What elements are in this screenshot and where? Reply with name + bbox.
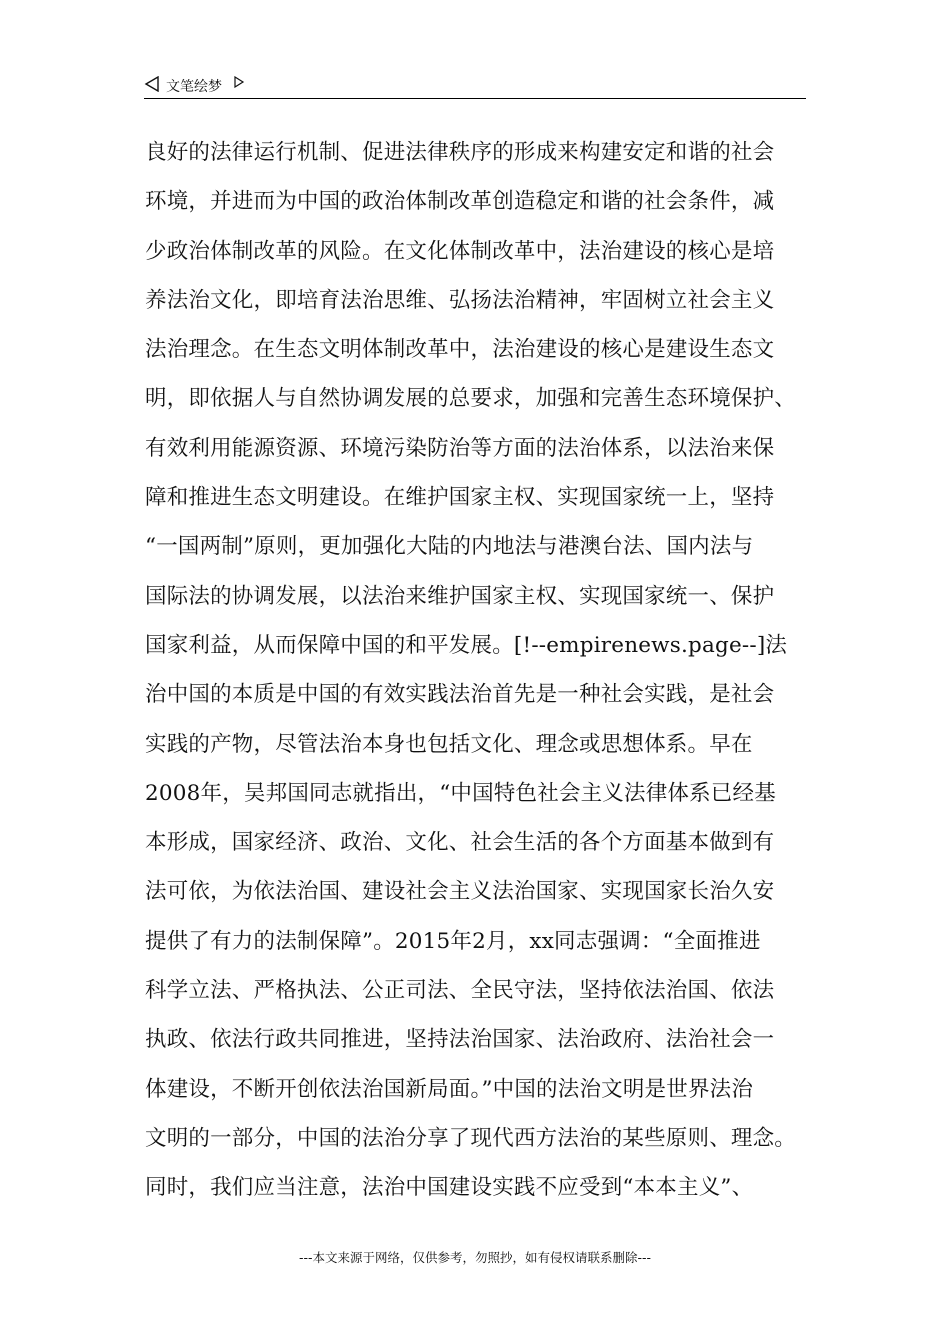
footer-notice: ---本文来源于网络，仅供参考，勿照抄，如有侵权请联系删除--- [298, 1250, 652, 1265]
text-line: 有效利用能源资源、环境污染防治等方面的法治体系，以法治来保 [145, 435, 775, 461]
text-line: 同时，我们应当注意，法治中国建设实践不应受到“本本主义”、 [145, 1175, 754, 1201]
triangle-right-icon [233, 76, 245, 88]
text-line: “一国两制”原则，更加强化大陆的内地法与港澳台法、国内法与 [145, 534, 754, 560]
text-line: 环境，并进而为中国的政治体制改革创造稳定和谐的社会条件，减 [145, 189, 775, 215]
triangle-left-icon [144, 76, 160, 92]
text-line: 本形成，国家经济、政治、文化、社会生活的各个方面基本做到有 [145, 830, 775, 856]
page-header [144, 74, 806, 99]
text-line: 法可依，为依法治国、建设社会主义法治国家、实现国家长治久安 [145, 879, 775, 905]
text-line: 执政、依法行政共同推进，坚持法治国家、法治政府、法治社会一 [145, 1027, 775, 1053]
text-line: 提供了有力的法制保障”。2015年2月，xx同志强调：“全面推进 [145, 928, 761, 954]
text-line: 明，即依据人与自然协调发展的总要求，加强和完善生态环境保护、 [145, 386, 797, 412]
text-line: 文明的一部分，中国的法治分享了现代西方法治的某些原则、理念。 [145, 1125, 797, 1151]
text-line: 国际法的协调发展，以法治来维护国家主权、实现国家统一、保护 [145, 583, 775, 609]
text-line: 养法治文化，即培育法治思维、弘扬法治精神，牢固树立社会主义 [145, 287, 775, 313]
text-line: 体建设，不断开创依法治国新局面。”中国的法治文明是世界法治 [145, 1076, 754, 1102]
text-line: 法治理念。在生态文明体制改革中，法治建设的核心是建设生态文 [145, 337, 775, 363]
document-body [145, 128, 813, 1213]
text-line: 良好的法律运行机制、促进法律秩序的形成来构建安定和谐的社会 [145, 140, 775, 165]
text-line: 治中国的本质是中国的有效实践法治首先是一种社会实践，是社会 [145, 682, 775, 708]
text-line: 科学立法、严格执法、公正司法、全民守法，坚持依法治国、依法 [145, 978, 775, 1004]
text-line: 实践的产物，尽管法治本身也包括文化、理念或思想体系。早在 [145, 731, 753, 757]
text-line: 国家利益，从而保障中国的和平发展。[!--empirenews.page--]法 [145, 632, 788, 658]
text-line: 障和推进生态文明建设。在维护国家主权、实现国家统一上，坚持 [145, 485, 775, 511]
text-line: 2008年，吴邦国同志就指出，“中国特色社会主义法律体系已经基 [145, 780, 776, 806]
text-line: 少政治体制改革的风险。在文化体制改革中，法治建设的核心是培 [145, 238, 775, 264]
header-brand: 文笔绘梦 [166, 79, 222, 95]
